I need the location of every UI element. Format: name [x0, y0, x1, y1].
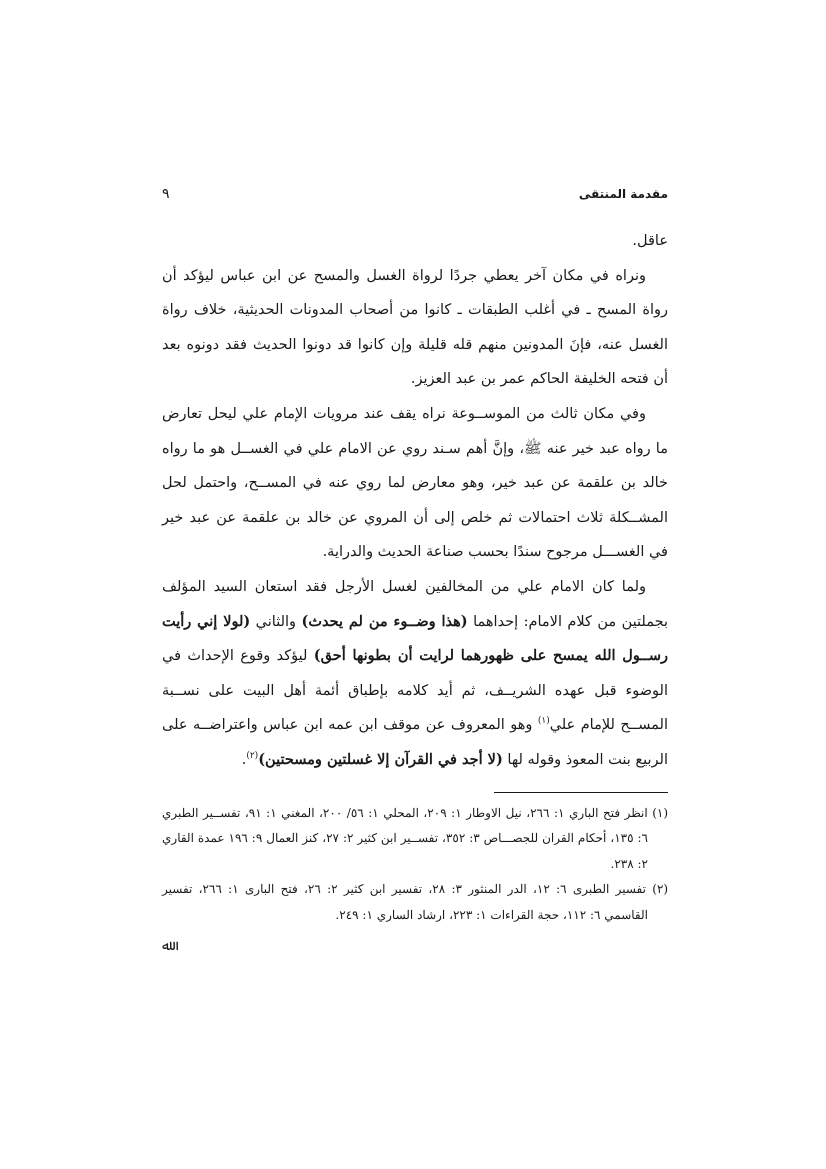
paragraph-4-text-d: وهو المعروف عن موقف ابن عمه ابن عباس واعتراضــه على الربيع بنت المعوذ وقوله لها — [162, 717, 668, 768]
running-header — [162, 186, 668, 210]
paragraph-4-text-c: ليؤكد وقوع الإحداث في الوضوء قبل عهده الشريــف، ثم أيد كلامه بإطباق أئمة أهل البيت على نســبة المســح للإمام علي — [162, 648, 669, 734]
main-text — [162, 224, 668, 778]
footnote-ref-1[interactable]: (١) — [537, 716, 550, 727]
footnote-2: (٢) تفسير الطبرى ٦: ١٢، الدر المنثور ٣: ٢٨، تفسير ابن كثير ٢: ٢٦، فتح البارى ١: ٢٦٦، تفسير القاسمي ٦: ١١٢، حجة القراءات ١: ٢٢٣، ارشاد الساري ١: ٢٤٩. — [162, 882, 669, 922]
paragraph-4-text-b: والثاني — [250, 613, 302, 630]
footnote-ref-2[interactable]: (٢) — [246, 751, 259, 762]
end-ornament: ﷲ — [162, 938, 171, 954]
paragraph-4 — [162, 570, 668, 778]
quote-hadha-wudu: (هذا وضــوء من لم يحدث) — [301, 612, 468, 630]
paragraph-3: وفي مكان ثالث من الموســوعة نراه يقف عند مرويات الإمام علي ليحل تعارض ما رواه عبد خير عنه ﷺ، وإنَّ أهم سـند روي عن الامام علي في الغســل هو ما رواه خالد بن علقمة عن عبد خير، وهو معارض لما روي عنه في المســح، واحتمل لحل المشــكلة ثلاث احتمالات ثم خلص إلى أن المروي عن خالد بن علقمة عن عبد خير في الغســـل مرجوح سندًا بحسب صناعة الحديث والدراية. — [162, 405, 668, 561]
paragraph-1: عاقل. — [632, 233, 668, 249]
quote-la-ajid: (لا أجد في القرآن إلا غسلتين ومسحتين) — [258, 750, 503, 768]
footnotes — [162, 801, 668, 929]
paragraph-4-text-a: ولما كان الامام علي من المخالفين لغسل الأرجل فقد استعان السيد المؤلف بجملتين من كلام الامام: إحداهما — [162, 578, 668, 630]
document-page — [162, 186, 668, 954]
quote-lawla-inni: (لولا إني رأيت رســول الله يمسح على ظهورهما لرايت أن بطونها أحق) — [162, 612, 668, 665]
footnote-1: (١) انظر فتح الباري ١: ٢٦٦، نيل الاوطار ١: ٢٠٩، المحلي ١: ٥٦/ ٢٠٠، المغني ١: ٩١، تفســير الطبري ٦: ١٣٥، أحكام القران للجصـــاص ٣: ٣٥٢، تفســير ابن كثير ٢: ٢٧، كنز العمال ٩: ١٩٦ عمدة القاري ٢: ٢٣٨. — [162, 805, 669, 871]
paragraph-4-end: . — [241, 751, 247, 768]
page-number: ٩ — [162, 186, 170, 202]
footnote-divider — [494, 792, 668, 793]
running-title: مقدمة المنتقى — [578, 187, 668, 201]
paragraph-2: ونراه في مكان آخر يعطي جردًا لرواة الغسل والمسح عن ابن عباس ليؤكد أن رواة المسح ـ في أغلب الطبقات ـ كانوا من أصحاب المدونات الحديثية، خلاف رواة الغسل عنه، فإنَ المدونين منهم قله قليلة وإن كانوا قد دونوا الحديث فقد دونوه بعد أن فتحه الخليفة الحاكم عمر بن عبد العزيز. — [162, 267, 668, 388]
